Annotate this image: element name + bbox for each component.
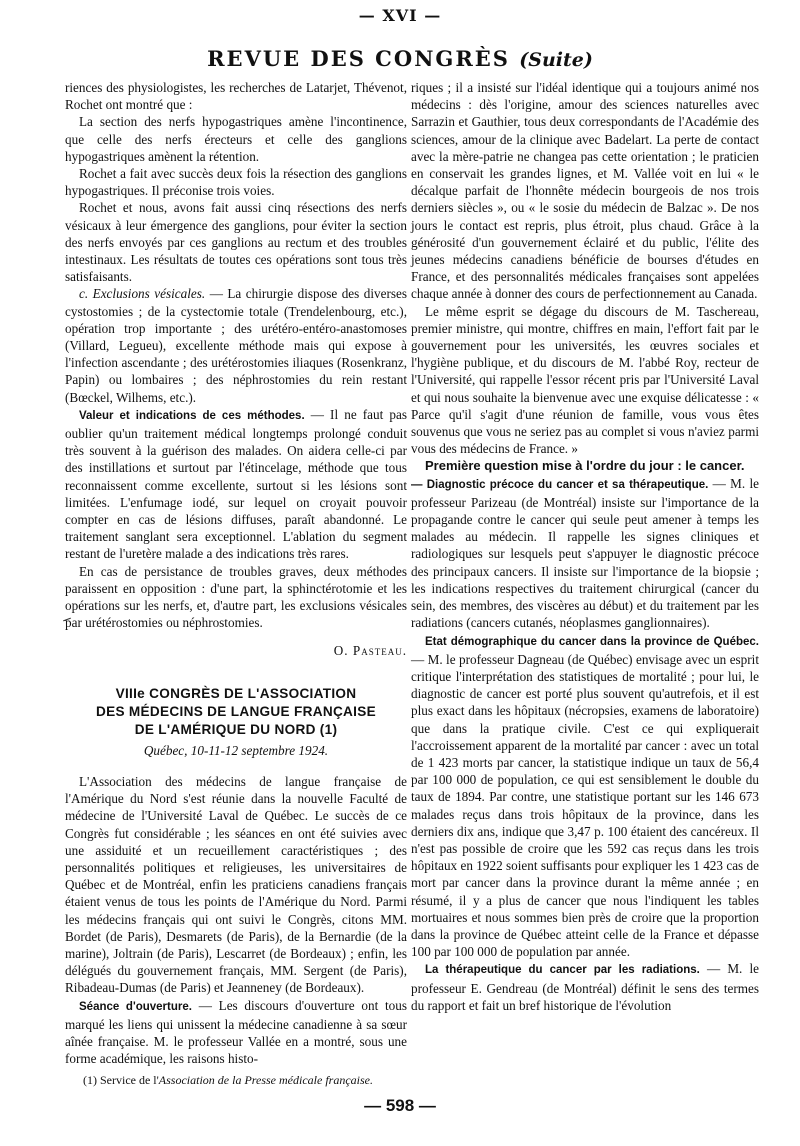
paragraph-body: — M. le professeur E. Gendreau (de Montréal) définit le sens des termes du rapport et fait un bref historique de l'évolution	[411, 961, 760, 1013]
footnote-italic: Association de la Presse médicale française.	[158, 1073, 373, 1087]
paragraph-body: — Il ne faut pas oublier qu'un traitement médical longtemps prolongé conduit très souvent à la guérison des malades. On aidera celle-ci par des instillations et surtout par l'étincelage, méthode que tous reconnaissent comme excellente, surtout si les lésions sont limitées. L'enfumage iodé, sur lequel on croyait pouvoir compter en cas de lésions diffuses, paraît abandonné. Le traitement sanglant sera exceptionnel. L'ablation du segment restant de l'uretère malade a des indications très rares.	[65, 406, 407, 562]
title-line: DE L'AMÉRIQUE DU NORD (1)	[134, 721, 338, 737]
paragraph-lead: — Diagnostic précoce du cancer et sa thérapeutique.	[411, 478, 709, 491]
paragraph: Rochet et nous, avons fait aussi cinq résections des nerfs vésicaux à leur émergence des ganglions, pour éviter la section des nerfs envoyés par ces ganglions au rectum et des troubles intestinaux. Les résultats de toutes ces opérations sont tous très satisfaisants.	[65, 200, 407, 285]
title-line: VIIIe CONGRÈS DE L'ASSOCIATION	[115, 685, 357, 701]
paragraph	[411, 960, 759, 1014]
dateline: Québec, 10-11-12 septembre 1924.	[143, 742, 329, 758]
author-signature: O. Pasteau.	[333, 642, 407, 658]
section-title	[65, 685, 407, 739]
paragraph	[65, 285, 407, 405]
paragraph-lead: Valeur et indications de ces méthodes.	[79, 409, 305, 422]
paragraph	[411, 475, 759, 632]
paragraph: riences des physiologistes, les recherches de Latarjet, Thévenot, Rochet ont montré que :	[65, 80, 407, 113]
left-column	[65, 79, 407, 1067]
roman-page-marker: — XVI —	[358, 6, 442, 25]
paragraph-body: — M. le professeur Dagneau (de Québec) envisage avec un esprit critique l'interprétation des statistiques de mortalité ; pour lui, le diagnostic de cancer est porté plus souvent qu'autrefois, et il est plus exact dans les hôpitaux (nécropsies, examens de laboratoire) que dans la pratique civile. C'est ce qui expliquerait l'accroissement apparent de la mortalité par cancer : avec un total de 1 423 morts par cancer, la statistique indique un taux de 56,4 par 100 000 de population, ce qui est sensiblement le double du taux de 1894. Par contre, une statistique portant sur les 146 673 malades reçus dans trois hôpitaux de la province, dans les derniers dix ans, indique que 3,47 p. 100 étaient des cancéreux. Il n'est pas possible de croire que les 592 cas reçus dans les trois hôpitaux en 1922 soient suffisants pour expliquer les 1 423 cas de mort par cancer dans la province durant la même année ; en résumé, il y a plus de cancer que nous l'indiquent les tables mortuaires et nous sommes bien près de croire que la proportion dans la province de Québec atteint celle de la France et dépasse 100 par 100 000 de population par année.	[411, 651, 759, 960]
paragraph: riques ; il a insisté sur l'idéal identique qui a toujours animé nos médecins : dès l'origine, amour des sciences naturelles avec Sarrazin et Gauthier, tous deux correspondants de l'Académie des sciences, amour de la clinique avec Badelart. La perte de contact avec la mère-patrie ne changea pas cette orientation ; le praticien en conservait les grandes lignes, et M. Vallée voit en lui « le décalque parfait de l'honnête médecin bourgeois de nos trois derniers siècles », ou « le sosie du médecin de Balzac ». De nos jours le contact est repris, plus étroit, plus chaud. Grâce à la générosité d'un gouvernement éclairé et du public, l'élite des jeunes médecins canadiens bénéficie de bourses d'études en France, et des personnalités médicales françaises sont appelées chaque année à donner des cours de perfectionnement au Canada.	[411, 80, 759, 302]
paragraph-body: — La chirurgie dispose des diverses cystostomies ; de la cystectomie totale (Trendelenbourg, etc.), opération trop importante ; des urétéro-entéro-anastomoses (Villard, Legueu), excellente méthode mais qui expose à l'infection ascendante ; des urétérostomies iliaques (Rosenkranz, Papin) ou lombaires ; des néphrostomies du rein restant (Bœckel, Wilhems, etc.).	[65, 286, 407, 405]
paragraph	[65, 997, 407, 1068]
journal-header	[0, 46, 800, 71]
header-title: REVUE DES CONGRÈS	[207, 46, 510, 71]
paragraph-body: — Les discours d'ouverture ont tous marqué les liens qui unissent la médecine canadienne à sa sœur aînée française. M. le professeur Vallée en a montré, sous une forme académique, les raisons histo-	[65, 997, 407, 1067]
paragraph-label: c. Exclusions vésicales.	[79, 286, 206, 302]
paragraph: Rochet a fait avec succès deux fois la résection des ganglions hypogastriques. Il préconise trois voies.	[65, 166, 407, 199]
footnote	[83, 1073, 373, 1088]
question-heading: Première question mise à l'ordre du jour : le cancer.	[425, 458, 745, 474]
paragraph: En cas de persistance de troubles graves, deux méthodes paraissent en opposition : d'une part, la sphinctérotomie et les opérations sur les nerfs, et, d'autre part, les exclusions vésicales par urétérostomies ou néphrostomies.	[65, 563, 407, 631]
paragraph-lead: Séance d'ouverture.	[79, 1000, 192, 1013]
paragraph	[65, 406, 407, 563]
header-suite: (Suite)	[519, 49, 593, 71]
paragraph-body: — M. le professeur Parizeau (de Montréal) insiste sur l'importance de la propagande contre le cancer qui seule peut amener à temps les malades au médecin. Il rappelle les signes cliniques et radiologiques sur lesquels peut s'appuyer le diagnostic précoce des principaux cancers. Il insiste sur l'importance de la biopsie ; les indications respectives du traitement chirurgical (cancer du sein, des membres, des viscères au début) et du traitement par les radiations (cancers cutanés, néoplasmes ganglionnaires).	[411, 475, 760, 631]
paragraph: Le même esprit se dégage du discours de M. Taschereau, premier ministre, qui montre, chiffres en main, l'effort fait par le gouvernement pour les universités, les œuvres sociales et l'hygiène publique, et du discours de M. l'abbé Roy, recteur de l'Université, qui rappelle l'essor récent pris par l'Université Laval et qui nous souhaite la bienvenue avec une exquise délicatesse : « Parce qu'il s'agit d'une réunion de famille, vous vous êtes souvenus que vous ne seriez pas au complet si vous n'aviez parmi vous des médecins de France. »	[411, 303, 759, 457]
paragraph: L'Association des médecins de langue française de l'Amérique du Nord s'est réunie dans la nouvelle Faculté de médecine de l'Université Laval de Québec. Le succès de ce Congrès fut considérable ; les séances en ont été suivies avec une assiduité et un recueillement caractéristiques ; des personnalités politiques et religieuses, les universitaires de Québec et de Montréal, enfin les praticiens canadiens français étaient venus de tous les points de l'Amérique du Nord. Parmi les médecins français qui ont suivi le Congrès, citons MM. Bordet (de Paris), Desmarets (de Paris), de la Bernardie (de la marine), Joltrain (de Paris), Lescarret (de Bordeaux) ; enfin, les délégués du gouvernement français, MM. Sergent (de Paris), Ribadeau-Dumas (de Paris) et Jeanneney (de Bordeaux).	[65, 773, 407, 996]
page-number: — 598 —	[364, 1096, 436, 1115]
paragraph: La section des nerfs hypogastriques amène l'incontinence, que celle des nerfs érecteurs et celle des ganglions hypogastriques amènent la rétention.	[65, 114, 407, 164]
footnote-text: (1) Service de l'	[83, 1073, 159, 1087]
paragraph-lead: Etat démographique du cancer dans la province de Québec.	[425, 635, 759, 648]
paragraph	[411, 632, 759, 961]
right-column	[411, 79, 759, 1014]
title-line: DES MÉDECINS DE LANGUE FRANÇAISE	[96, 703, 376, 719]
paragraph-lead: La thérapeutique du cancer par les radiations.	[425, 964, 700, 977]
